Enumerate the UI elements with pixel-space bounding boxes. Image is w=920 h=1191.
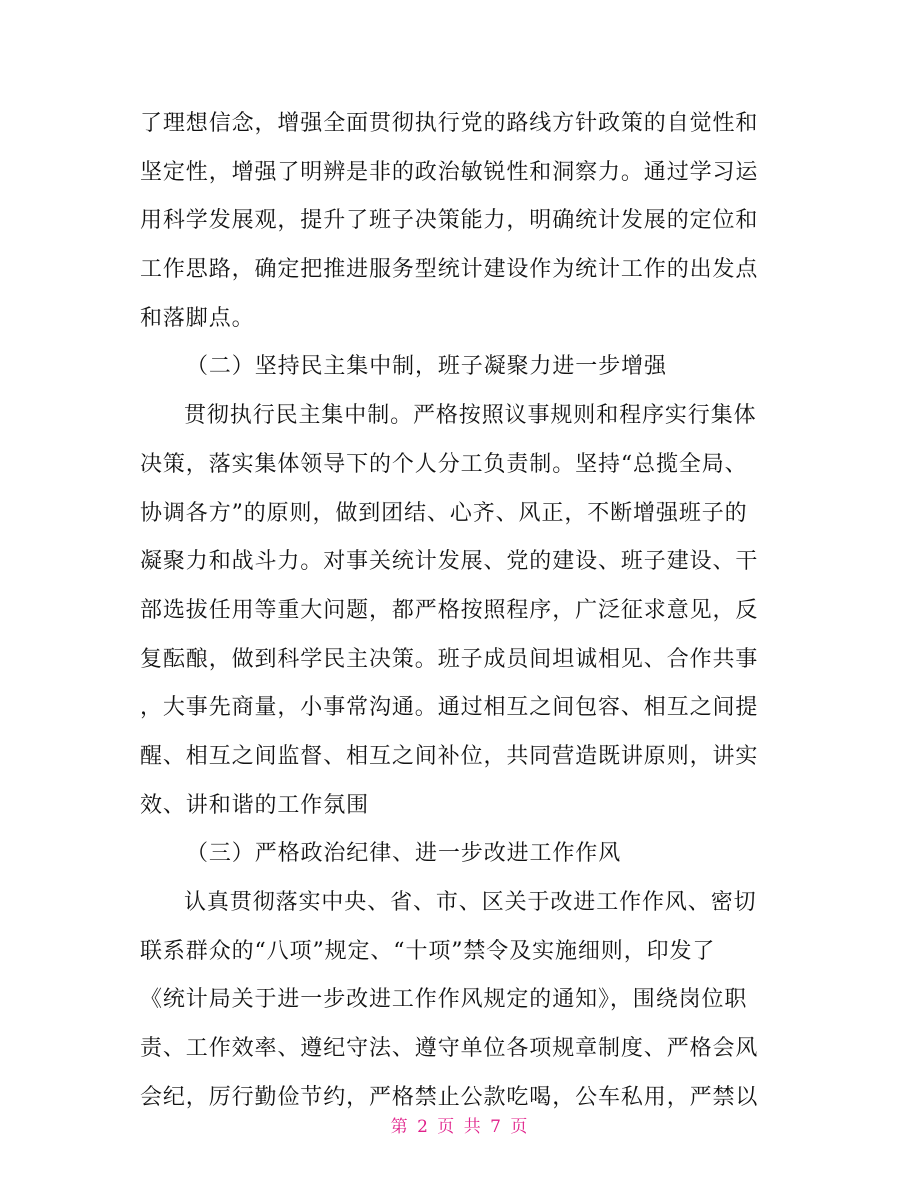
text-line: 凝聚力和战斗力。对事关统计发展、党的建设、班子建设、干	[140, 549, 759, 575]
text-line: 联系群众的“八项”规定、“十项”禁令及实施细则，印发了	[140, 938, 716, 964]
text-line: 和落脚点。	[140, 305, 255, 331]
text-line: 会纪，厉行勤俭节约，严格禁止公款吃喝，公车私用，严禁以	[140, 1084, 759, 1110]
text-line: 责、工作效率、遵纪守法、遵守单位各项规章制度、严格会风	[140, 1036, 759, 1062]
text-line: 坚定性，增强了明辨是非的政治敏锐性和洞察力。通过学习运	[140, 159, 759, 185]
text-line: 认真贯彻落实中央、省、市、区关于改进工作作风、密切	[184, 890, 757, 915]
text-line: 效、讲和谐的工作氛围	[140, 792, 370, 818]
text-line: 部选拔任用等重大问题，都严格按照程序，广泛征求意见，反	[140, 597, 759, 623]
text-line: 《统计局关于进一步改进工作作风规定的通知》，围绕岗位职	[140, 987, 748, 1013]
text-line: 了理想信念，增强全面贯彻执行党的路线方针政策的自觉性和	[140, 111, 759, 136]
section-heading: （三）严格政治纪律、进一步改进工作作风	[186, 841, 622, 867]
text-line: 贯彻执行民主集中制。严格按照议事规则和程序实行集体	[184, 403, 757, 429]
text-line: 用科学发展观，提升了班子决策能力，明确统计发展的定位和	[140, 208, 759, 234]
document-body	[140, 100, 790, 1122]
text-line: 醒、相互之间监督、相互之间补位，共同营造既讲原则，讲实	[140, 743, 759, 769]
text-line: 复酝酿，做到科学民主决策。班子成员间坦诚相见、合作共事	[140, 646, 759, 672]
section-heading: （二）坚持民主集中制，班子凝聚力进一步增强	[186, 354, 667, 380]
text-line: 工作思路，确定把推进服务型统计建设作为统计工作的出发点	[140, 257, 759, 283]
page-number-footer: 第 2 页 共 7 页	[390, 1117, 530, 1137]
text-line: 协调各方”的原则，做到团结、心齐、风正，不断增强班子的	[140, 500, 748, 526]
text-line: 决策，落实集体领导下的个人分工负责制。坚持“总揽全局、	[140, 451, 748, 477]
text-line: ，大事先商量，小事常沟通。通过相互之间包容、相互之间提	[140, 695, 759, 721]
